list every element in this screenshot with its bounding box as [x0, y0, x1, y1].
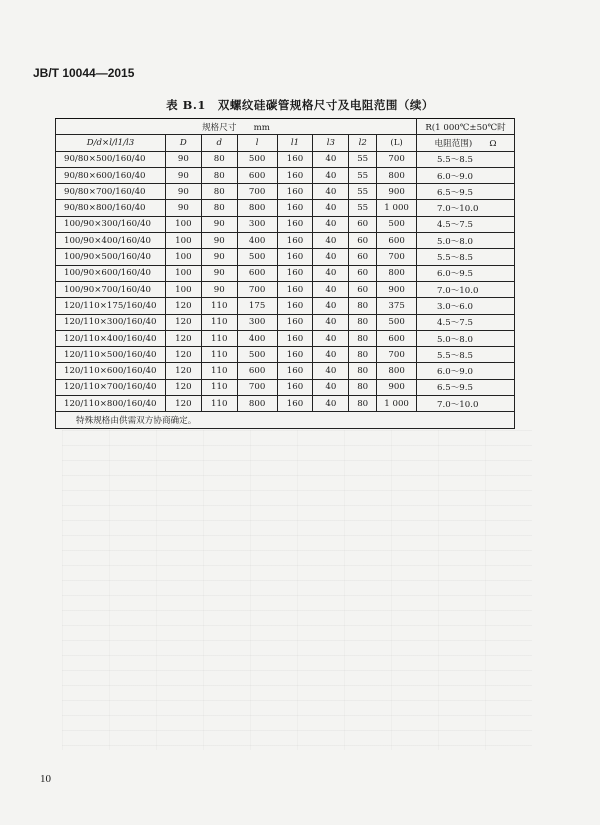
table-cell: 90	[201, 281, 237, 297]
column-header: D/d×l/l1/l3	[56, 135, 166, 151]
table-cell: 90	[165, 184, 201, 200]
table-cell: 120	[165, 363, 201, 379]
table-cell: 600	[237, 363, 277, 379]
table-row	[56, 200, 515, 216]
table-row	[56, 379, 515, 395]
table-cell: 80	[201, 184, 237, 200]
table-cell: 100/90×700/160/40	[56, 281, 166, 297]
table-cell: 120/110×175/160/40	[56, 298, 166, 314]
table-cell: 100	[165, 249, 201, 265]
table-cell: 90/80×600/160/40	[56, 167, 166, 183]
table-cell: 400	[237, 233, 277, 249]
table-cell: 7.0～10.0	[417, 396, 515, 412]
table-cell: 4.5～7.5	[417, 314, 515, 330]
table-cell: 100/90×300/160/40	[56, 216, 166, 232]
table-cell: 80	[349, 396, 377, 412]
table-cell: 700	[237, 184, 277, 200]
table-cell: 55	[349, 200, 377, 216]
table-cell: 100	[165, 281, 201, 297]
table-cell: 160	[277, 200, 313, 216]
table-cell: 40	[313, 281, 349, 297]
table-cell: 110	[201, 330, 237, 346]
table-cell: 5.0～8.0	[417, 233, 515, 249]
table-cell: 5.0～8.0	[417, 330, 515, 346]
table-cell: 600	[237, 265, 277, 281]
table-caption: 表 B.1 双螺纹硅碳管规格尺寸及电阻范围（续）	[166, 98, 434, 112]
table-cell: 40	[313, 330, 349, 346]
table-cell: 160	[277, 396, 313, 412]
note-row	[56, 412, 515, 428]
table-row	[56, 314, 515, 330]
table-cell: 80	[201, 200, 237, 216]
table-cell: 120/110×400/160/40	[56, 330, 166, 346]
table-row	[56, 265, 515, 281]
table-cell: 100	[165, 233, 201, 249]
table-cell: 160	[277, 314, 313, 330]
table-cell: 90	[165, 200, 201, 216]
table-cell: 700	[377, 151, 417, 167]
table-cell: 700	[237, 281, 277, 297]
table-cell: 120/110×800/160/40	[56, 396, 166, 412]
resistance-header-line1: R(1 000℃±50℃时	[417, 119, 515, 135]
table-cell: 160	[277, 330, 313, 346]
table-cell: 160	[277, 265, 313, 281]
table-cell: 160	[277, 216, 313, 232]
table-cell: 1 000	[377, 396, 417, 412]
table-cell: 120/110×300/160/40	[56, 314, 166, 330]
table-cell: 120	[165, 396, 201, 412]
table-cell: 6.5～9.5	[417, 379, 515, 395]
table-cell: 700	[377, 347, 417, 363]
table-cell: 160	[277, 167, 313, 183]
table-cell: 3.0～6.0	[417, 298, 515, 314]
column-header: l2	[349, 135, 377, 151]
table-cell: 110	[201, 396, 237, 412]
table-cell: 110	[201, 347, 237, 363]
table-cell: 120	[165, 379, 201, 395]
table-cell: 55	[349, 167, 377, 183]
table-cell: 300	[237, 216, 277, 232]
table-cell: 110	[201, 314, 237, 330]
table-cell: 100	[165, 265, 201, 281]
table-cell: 40	[313, 216, 349, 232]
table-row	[56, 281, 515, 297]
table-cell: 80	[201, 167, 237, 183]
column-header: l3	[313, 135, 349, 151]
table-cell: 800	[237, 396, 277, 412]
document-code: JB/T 10044—2015	[33, 66, 135, 80]
table-cell: 160	[277, 347, 313, 363]
table-cell: 160	[277, 184, 313, 200]
table-cell: 90/80×500/160/40	[56, 151, 166, 167]
bleed-through-background	[62, 430, 532, 750]
table-cell: 40	[313, 379, 349, 395]
table-cell: 800	[237, 200, 277, 216]
resistance-header-line2: 电阻范围) Ω	[417, 135, 515, 151]
table-cell: 40	[313, 396, 349, 412]
table-cell: 100/90×500/160/40	[56, 249, 166, 265]
table-row	[56, 167, 515, 183]
table-cell: 40	[313, 298, 349, 314]
table-cell: 80	[349, 363, 377, 379]
table-row	[56, 396, 515, 412]
page-number: 10	[40, 773, 51, 785]
table-cell: 80	[349, 347, 377, 363]
table-cell: 60	[349, 233, 377, 249]
table-cell: 160	[277, 281, 313, 297]
table-cell: 80	[349, 330, 377, 346]
table-cell: 6.0～9.5	[417, 265, 515, 281]
table-cell: 40	[313, 184, 349, 200]
table-row	[56, 151, 515, 167]
group-header: 规格尺寸 mm	[56, 119, 417, 135]
table-cell: 160	[277, 151, 313, 167]
table-row	[56, 216, 515, 232]
table-cell: 700	[237, 379, 277, 395]
table-cell: 40	[313, 249, 349, 265]
table-cell: 400	[237, 330, 277, 346]
table-cell: 55	[349, 184, 377, 200]
table-cell: 40	[313, 167, 349, 183]
table-cell: 1 000	[377, 200, 417, 216]
table-cell: 110	[201, 363, 237, 379]
table-cell: 500	[377, 314, 417, 330]
table-row	[56, 363, 515, 379]
table-cell: 175	[237, 298, 277, 314]
table-row	[56, 249, 515, 265]
table-cell: 100	[165, 216, 201, 232]
table-cell: 5.5～8.5	[417, 151, 515, 167]
column-header: d	[201, 135, 237, 151]
table-cell: 90/80×700/160/40	[56, 184, 166, 200]
table-cell: 160	[277, 298, 313, 314]
table-cell: 120	[165, 298, 201, 314]
table-row	[56, 330, 515, 346]
table-cell: 900	[377, 379, 417, 395]
table-cell: 600	[237, 167, 277, 183]
table-cell: 5.5～8.5	[417, 347, 515, 363]
table-cell: 600	[377, 330, 417, 346]
table-cell: 300	[237, 314, 277, 330]
header-row-2	[56, 135, 515, 151]
table-cell: 40	[313, 151, 349, 167]
table-cell: 4.5～7.5	[417, 216, 515, 232]
table-cell: 90	[201, 233, 237, 249]
table-cell: 160	[277, 363, 313, 379]
table-row	[56, 298, 515, 314]
table-cell: 6.5～9.5	[417, 184, 515, 200]
table-cell: 375	[377, 298, 417, 314]
table-cell: 110	[201, 298, 237, 314]
table-cell: 100/90×600/160/40	[56, 265, 166, 281]
table-cell: 120/110×600/160/40	[56, 363, 166, 379]
table-cell: 90	[201, 265, 237, 281]
table-cell: 40	[313, 265, 349, 281]
table-row	[56, 347, 515, 363]
table-cell: 900	[377, 184, 417, 200]
table-cell: 55	[349, 151, 377, 167]
column-header: l1	[277, 135, 313, 151]
table-cell: 100/90×400/160/40	[56, 233, 166, 249]
table-cell: 120/110×500/160/40	[56, 347, 166, 363]
table-cell: 7.0～10.0	[417, 200, 515, 216]
table-row	[56, 184, 515, 200]
table-cell: 120/110×700/160/40	[56, 379, 166, 395]
table-cell: 40	[313, 233, 349, 249]
table-cell: 40	[313, 363, 349, 379]
table-cell: 6.0～9.0	[417, 363, 515, 379]
table-cell: 110	[201, 379, 237, 395]
column-header: D	[165, 135, 201, 151]
table-cell: 90/80×800/160/40	[56, 200, 166, 216]
table-cell: 500	[237, 151, 277, 167]
column-header: (L)	[377, 135, 417, 151]
table-cell: 700	[377, 249, 417, 265]
table-cell: 120	[165, 330, 201, 346]
table-cell: 800	[377, 265, 417, 281]
table-cell: 80	[349, 379, 377, 395]
spec-table	[55, 118, 515, 429]
table-note: 特殊规格由供需双方协商确定。	[56, 412, 515, 428]
table-cell: 160	[277, 379, 313, 395]
table-cell: 800	[377, 167, 417, 183]
column-header: l	[237, 135, 277, 151]
table-cell: 500	[237, 347, 277, 363]
table-cell: 90	[165, 151, 201, 167]
table-cell: 5.5～8.5	[417, 249, 515, 265]
table-cell: 900	[377, 281, 417, 297]
header-row-1	[56, 119, 515, 135]
table-cell: 90	[201, 216, 237, 232]
table-cell: 120	[165, 314, 201, 330]
table-cell: 600	[377, 233, 417, 249]
table-row	[56, 233, 515, 249]
table-cell: 40	[313, 200, 349, 216]
table-cell: 60	[349, 216, 377, 232]
table-cell: 40	[313, 314, 349, 330]
table-cell: 80	[349, 298, 377, 314]
table-cell: 6.0～9.0	[417, 167, 515, 183]
table-cell: 90	[201, 249, 237, 265]
table-cell: 80	[349, 314, 377, 330]
table-cell: 800	[377, 363, 417, 379]
table-cell: 90	[165, 167, 201, 183]
table-cell: 160	[277, 233, 313, 249]
table-cell: 40	[313, 347, 349, 363]
table-cell: 500	[377, 216, 417, 232]
table-cell: 7.0～10.0	[417, 281, 515, 297]
table-cell: 60	[349, 249, 377, 265]
table-cell: 500	[237, 249, 277, 265]
table-cell: 80	[201, 151, 237, 167]
table-cell: 120	[165, 347, 201, 363]
table-cell: 60	[349, 265, 377, 281]
table-cell: 60	[349, 281, 377, 297]
table-cell: 160	[277, 249, 313, 265]
